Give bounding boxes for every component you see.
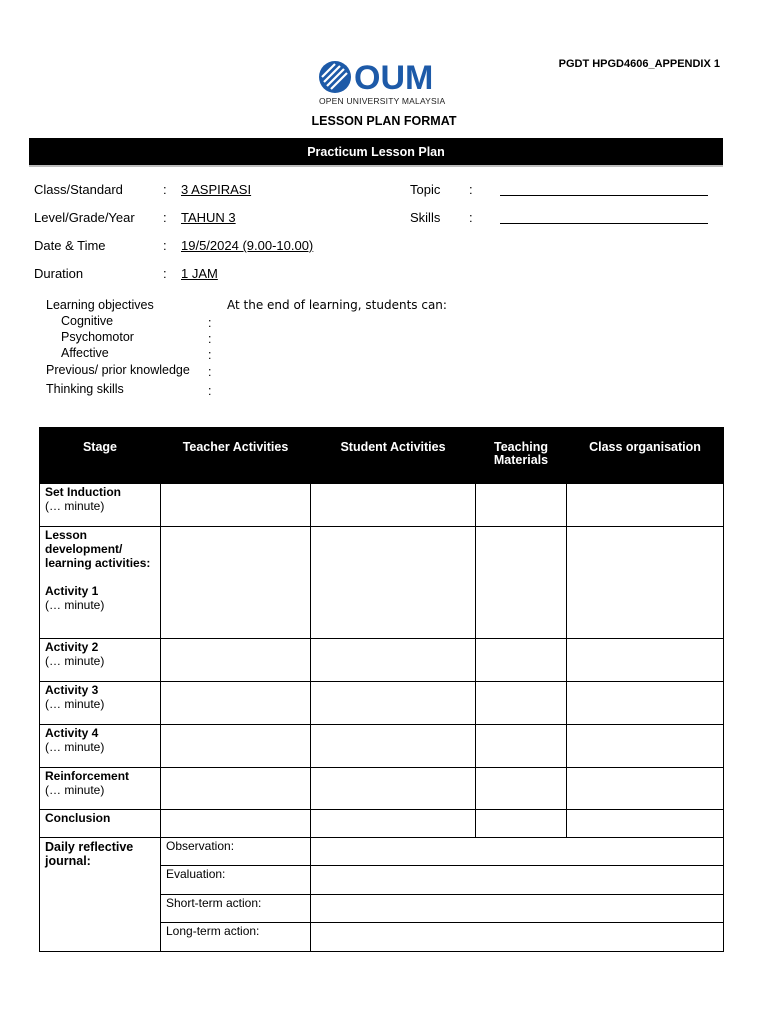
materials-cell[interactable]: [476, 682, 567, 725]
journal-observation-label: Observation:: [161, 838, 311, 866]
stage-title: Conclusion: [45, 811, 111, 825]
stage-cell: [40, 768, 161, 810]
table-row: [40, 768, 724, 810]
prior-knowledge-colon: :: [208, 365, 212, 379]
table-row: [40, 484, 724, 527]
thinking-skills-label: Thinking skills: [46, 382, 124, 396]
level-label: Level/Grade/Year: [34, 210, 135, 225]
table-row: [40, 810, 724, 838]
student-activity-cell[interactable]: [311, 639, 476, 682]
journal-label: Daily reflective journal:: [45, 840, 134, 868]
header-teacher-activities: Teacher Activities: [161, 428, 311, 484]
materials-cell[interactable]: [476, 810, 567, 838]
stage-title: Activity 4: [45, 726, 99, 740]
level-value: TAHUN 3: [181, 210, 236, 225]
journal-short-term-label: Short-term action:: [161, 895, 311, 923]
date-colon: :: [163, 238, 167, 253]
header-stage: Stage: [40, 428, 161, 484]
info-row-duration: [34, 266, 434, 284]
stage-cell: [40, 639, 161, 682]
page-title: LESSON PLAN FORMAT: [311, 114, 457, 128]
journal-observation-field[interactable]: [311, 838, 724, 866]
journal-short-term-field[interactable]: [311, 895, 724, 923]
stage-title: Reinforcement: [45, 769, 130, 783]
journal-label-cell: [40, 838, 161, 952]
student-activity-cell[interactable]: [311, 484, 476, 527]
teacher-activity-cell[interactable]: [161, 810, 311, 838]
organisation-cell[interactable]: [567, 484, 724, 527]
journal-evaluation-label: Evaluation:: [161, 866, 311, 895]
lesson-plan-table: [39, 427, 724, 952]
header-teaching-materials: Teaching Materials: [476, 428, 567, 484]
oum-globe-icon: [318, 60, 352, 94]
class-value: 3 ASPIRASI: [181, 182, 252, 197]
date-value: 19/5/2024 (9.00-10.00): [181, 238, 314, 253]
info-row-class: [34, 182, 724, 200]
skills-colon: :: [469, 210, 473, 225]
journal-long-term-field[interactable]: [311, 923, 724, 952]
practicum-banner: [29, 138, 723, 165]
teacher-activity-cell[interactable]: [161, 484, 311, 527]
stage-time: (… minute): [45, 598, 105, 612]
objectives-heading: Learning objectives: [46, 298, 154, 312]
thinking-skills-colon: :: [208, 384, 212, 398]
materials-cell[interactable]: [476, 527, 567, 639]
stage-title: Lesson development/ learning activities:: [45, 528, 151, 570]
student-activity-cell[interactable]: [311, 682, 476, 725]
duration-value: 1 JAM: [181, 266, 218, 281]
spacer: [45, 570, 155, 584]
header-class-organisation: Class organisation: [567, 428, 724, 484]
organisation-cell[interactable]: [567, 682, 724, 725]
objective-cognitive-colon: :: [208, 316, 212, 330]
teacher-activity-cell[interactable]: [161, 527, 311, 639]
student-activity-cell[interactable]: [311, 768, 476, 810]
materials-cell[interactable]: [476, 639, 567, 682]
stage-cell: [40, 810, 161, 838]
stage-cell: [40, 682, 161, 725]
objective-affective-colon: :: [208, 348, 212, 362]
stage-title: Activity 2: [45, 640, 99, 654]
stage-time: (… minute): [45, 654, 105, 668]
class-colon: :: [163, 182, 167, 197]
objective-psychomotor-label: Psychomotor: [61, 330, 134, 344]
journal-row: [40, 838, 724, 866]
stage-cell: [40, 527, 161, 639]
topic-blank-line: [500, 195, 708, 196]
banner-label: Practicum Lesson Plan: [307, 144, 445, 159]
info-row-level: [34, 210, 724, 228]
stage-title: Set Induction: [45, 485, 121, 499]
duration-label: Duration: [34, 266, 84, 281]
table-row: [40, 682, 724, 725]
stage-cell: [40, 725, 161, 768]
student-activity-cell[interactable]: [311, 810, 476, 838]
stage-cell: [40, 484, 161, 527]
banner-divider: [29, 165, 723, 167]
objectives-intro: At the end of learning, students can:: [227, 298, 447, 312]
table-row: [40, 527, 724, 639]
organisation-cell[interactable]: [567, 527, 724, 639]
logo-subtitle: OPEN UNIVERSITY MALAYSIA: [319, 96, 446, 106]
student-activity-cell[interactable]: [311, 527, 476, 639]
stage-time: (… minute): [45, 740, 105, 754]
materials-cell[interactable]: [476, 484, 567, 527]
journal-evaluation-field[interactable]: [311, 866, 724, 895]
teacher-activity-cell[interactable]: [161, 768, 311, 810]
student-activity-cell[interactable]: [311, 725, 476, 768]
table-row: [40, 639, 724, 682]
objective-psychomotor-colon: :: [208, 332, 212, 346]
objective-affective-label: Affective: [61, 346, 109, 360]
stage-time: (… minute): [45, 783, 105, 797]
oum-logo: [318, 58, 458, 110]
teacher-activity-cell[interactable]: [161, 639, 311, 682]
materials-cell[interactable]: [476, 768, 567, 810]
stage-title: Activity 3: [45, 683, 99, 697]
materials-cell[interactable]: [476, 725, 567, 768]
stage-time: (… minute): [45, 499, 105, 513]
stage-activity: Activity 1: [45, 584, 99, 598]
topic-colon: :: [469, 182, 473, 197]
skills-label: Skills: [410, 210, 441, 225]
logo-wordmark: OUM: [354, 59, 434, 97]
prior-knowledge-label: Previous/ prior knowledge: [46, 363, 190, 377]
duration-colon: :: [163, 266, 167, 281]
organisation-cell[interactable]: [567, 639, 724, 682]
stage-time: (… minute): [45, 697, 105, 711]
skills-blank-line: [500, 223, 708, 224]
topic-label: Topic: [410, 182, 441, 197]
organisation-cell[interactable]: [567, 725, 724, 768]
objective-cognitive-label: Cognitive: [61, 314, 114, 328]
header-student-activities: Student Activities: [311, 428, 476, 484]
organisation-cell[interactable]: [567, 768, 724, 810]
teacher-activity-cell[interactable]: [161, 682, 311, 725]
info-row-date: [34, 238, 434, 256]
table-row: [40, 725, 724, 768]
date-label: Date & Time: [34, 238, 106, 253]
level-colon: :: [163, 210, 167, 225]
teacher-activity-cell[interactable]: [161, 725, 311, 768]
table-header-row: [40, 428, 724, 484]
journal-long-term-label: Long-term action:: [161, 923, 311, 952]
organisation-cell[interactable]: [567, 810, 724, 838]
document-code: PGDT HPGD4606_APPENDIX 1: [558, 58, 720, 70]
class-label: Class/Standard: [34, 182, 123, 197]
